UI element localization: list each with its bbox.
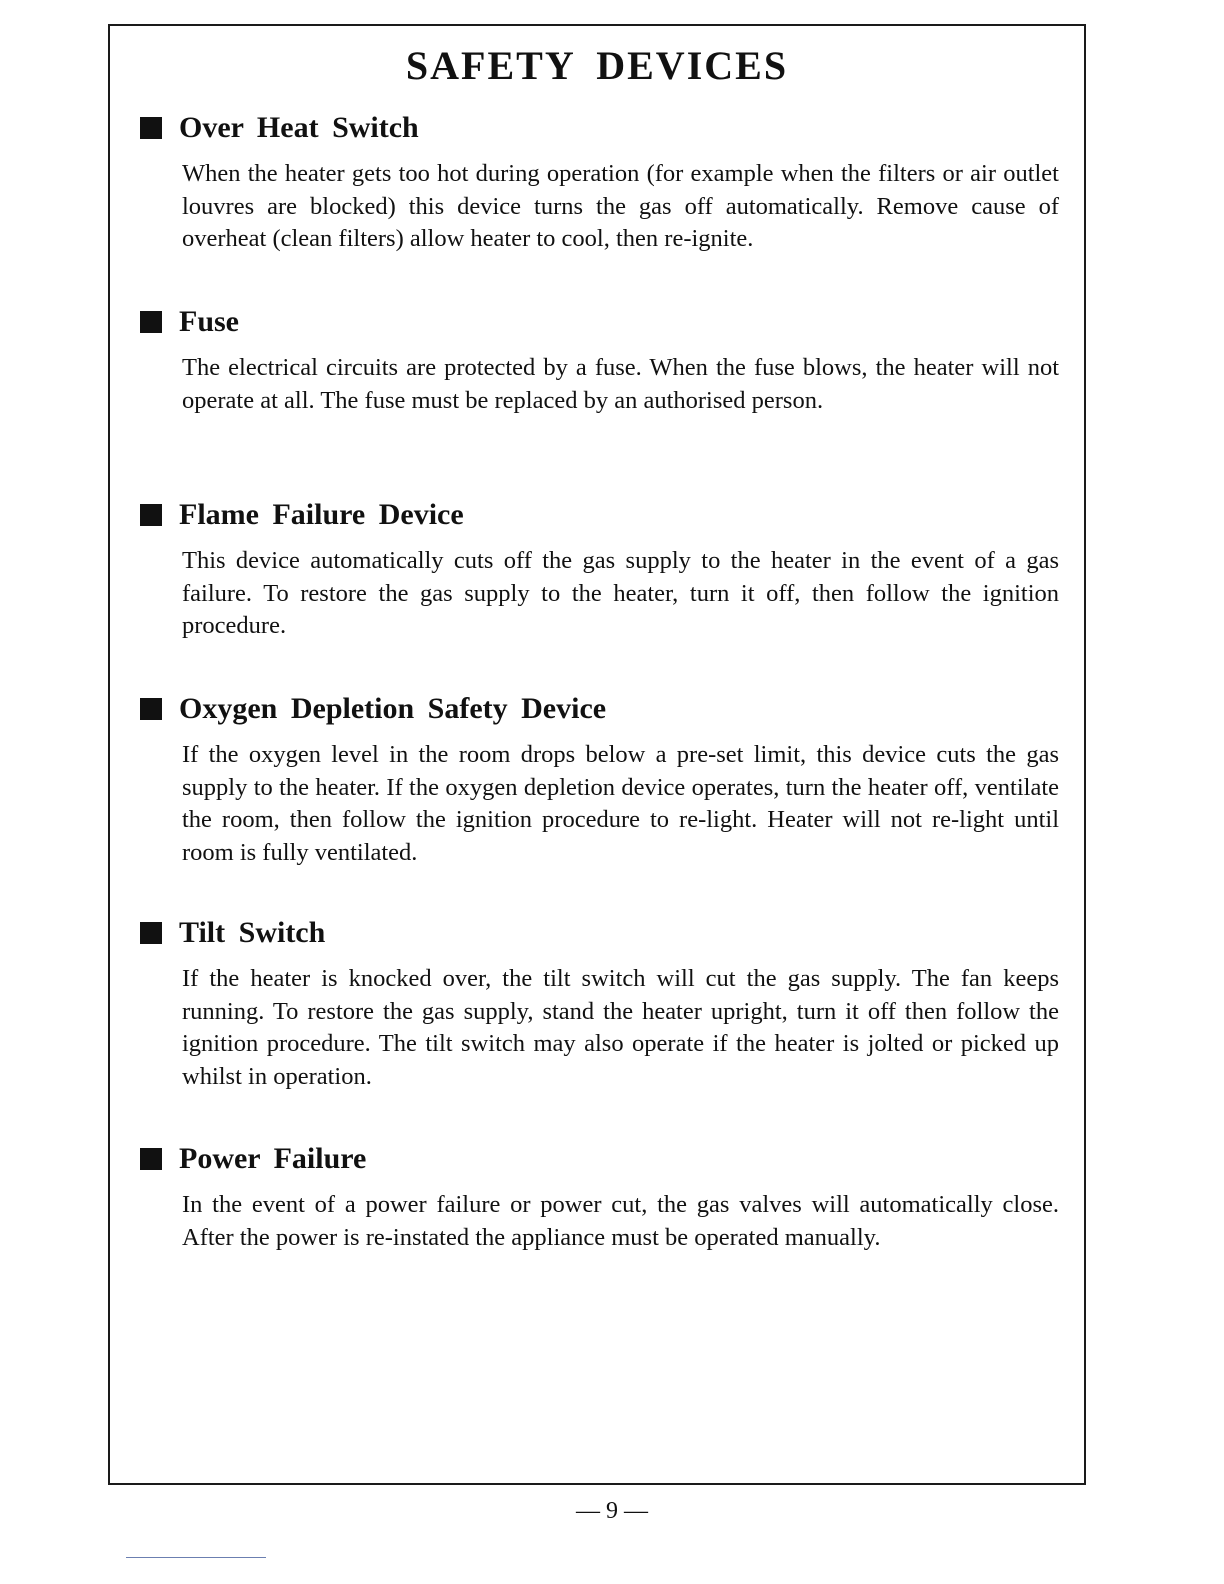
square-bullet-icon [140,117,162,139]
section-body: If the oxygen level in the room drops below a pre-set limit, this device cuts the gas supply to the heater. If the oxygen depletion device operates, turn the heater off, ventilate the room, then follow the ignition procedure to re-light. Heater will not re-light until room is fully ventilated. [182,741,1059,866]
page-title: SAFETY DEVICES [405,43,789,88]
section-heading-text: Tilt Switch [179,916,326,949]
section-body: This device automatically cuts off the gas supply to the heater in the event of a gas failure. To restore the gas supply to the heater, turn it off, then follow the ignition procedure. [182,547,1059,639]
section-heading-text: Fuse [179,305,239,338]
square-bullet-icon [140,504,162,526]
square-bullet-icon [140,698,162,720]
square-bullet-icon [140,311,162,333]
section-heading [140,113,419,143]
square-bullet-icon [140,1148,162,1170]
section-heading-text: Oxygen Depletion Safety Device [179,692,607,725]
section-heading [140,918,325,948]
page-border [108,24,1086,1485]
section-body: The electrical circuits are protected by a fuse. When the fuse blows, the heater will not operate at all. The fuse must be replaced by an authorised person. [182,354,1059,414]
section-body: If the heater is knocked over, the tilt switch will cut the gas supply. The fan keeps running. To restore the gas supply, stand the heater upright, turn it off then follow the ignition procedure. The tilt switch may also operate if the heater is jolted or picked up whilst in operation. [182,965,1059,1090]
section-heading [140,307,239,337]
section-heading [140,500,464,530]
section-heading-text: Over Heat Switch [179,111,419,144]
section-heading-text: Power Failure [179,1142,367,1175]
section-body: In the event of a power failure or power cut, the gas valves will automatically close. After the power is re-instated the appliance must be operated manually. [182,1191,1059,1251]
square-bullet-icon [140,922,162,944]
section-heading [140,694,606,724]
section-heading [140,1144,366,1174]
section-body: When the heater gets too hot during operation (for example when the filters or air outlet louvres are blocked) this device turns the gas off automatically. Remove cause of overheat (clean filters) allow heater to cool, then re-ignite. [182,160,1059,252]
section-heading-text: Flame Failure Device [179,498,464,531]
page-number: — 9 — [576,1498,648,1524]
bottom-rule [126,1557,266,1558]
